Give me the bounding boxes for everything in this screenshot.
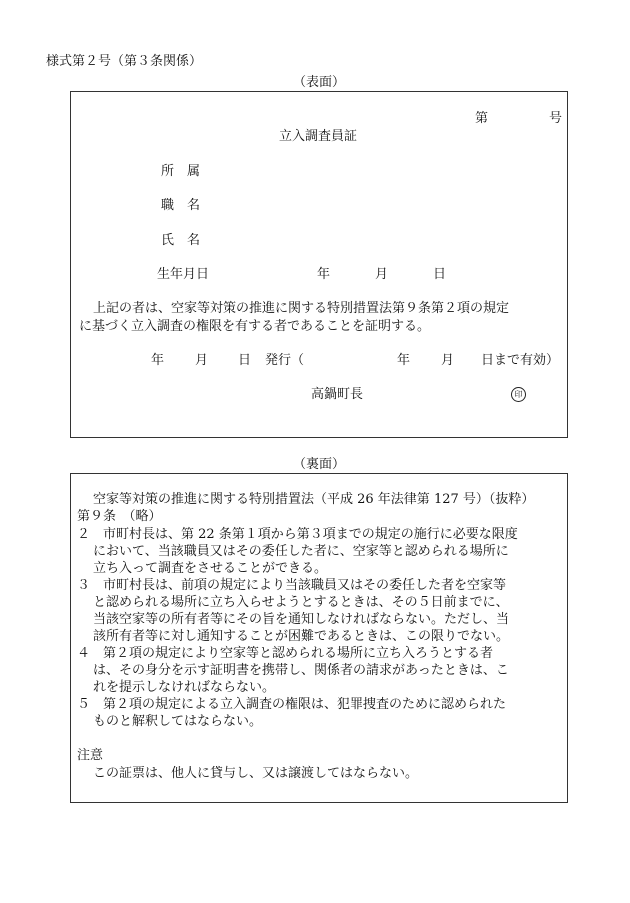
clause-4-line-1: ４ 第２項の規定により空家等と認められる場所に立ち入ろうとする者 <box>77 646 494 661</box>
clause-3-line-1: ３ 市町村長は、前項の規定により当該職員又はその委任した者を空家等 <box>77 578 507 593</box>
form-label: 様式第２号（第３条関係） <box>46 54 203 69</box>
field-affiliation: 所 属 <box>161 164 201 179</box>
clause-3-line-3: 当該空家等の所有者等にその旨を通知しなければならない。ただし、当 <box>93 612 510 627</box>
issuer: 高鍋町長 <box>311 387 364 402</box>
back-card <box>70 473 568 803</box>
valid-month: 月 <box>441 353 455 368</box>
issue-year: 年 <box>151 353 165 368</box>
front-heading: （表面） <box>293 75 346 90</box>
valid-year: 年 <box>397 353 411 368</box>
article-9: 第９条 （略） <box>77 509 162 524</box>
clause-4-line-3: れを提示しなければならない。 <box>93 680 276 695</box>
certify-line-1: 上記の者は、空家等対策の推進に関する特別措置法第９条第２項の規定 <box>93 301 510 316</box>
card-title: 立入調査員証 <box>279 129 358 144</box>
seal-mark <box>511 387 526 402</box>
issue-label: 発行（ <box>265 353 305 368</box>
field-birthdate: 生年月日 <box>157 267 210 282</box>
clause-2-line-3: 立ち入って調査をさせることができる。 <box>93 561 328 576</box>
note-title: 注意 <box>77 748 104 763</box>
issue-month: 月 <box>195 353 209 368</box>
back-heading: （裏面） <box>293 457 346 472</box>
number-dai: 第 <box>475 111 489 126</box>
clause-5-line-2: ものと解釈してはならない。 <box>93 714 263 729</box>
law-title: 空家等対策の推進に関する特別措置法（平成 26 年法律第 127 号）（抜粋） <box>93 492 535 507</box>
clause-3-line-4: 該所有者等に対し通知することが困難であるときは、この限りでない。 <box>93 629 510 644</box>
birth-month: 月 <box>375 267 389 282</box>
clause-5-line-1: ５ 第２項の規定による立入調査の権限は、犯罪捜査のために認められた <box>77 697 507 712</box>
birth-day: 日 <box>433 267 447 282</box>
seal-icon: 印 <box>511 387 526 402</box>
field-position: 職 名 <box>161 198 201 213</box>
certify-line-2: に基づく立入調査の権限を有する者であることを証明する。 <box>79 319 431 334</box>
front-card <box>70 91 568 438</box>
clause-4-line-2: は、その身分を示す証明書を携帯し、関係者の請求があったときは、こ <box>93 663 509 678</box>
clause-3-line-2: と認められる場所に立ち入らせようとするときは、その５日前までに、 <box>93 595 509 610</box>
clause-2-line-2: において、当該職員又はその委任した者に、空家等と認められる場所に <box>93 544 509 559</box>
birth-year: 年 <box>317 267 331 282</box>
note-text: この証票は、他人に貸与し、又は譲渡してはならない。 <box>93 766 419 781</box>
clause-2-line-1: ２ 市町村長は、第 22 条第１項から第３項までの規定の施行に必要な限度 <box>77 527 518 542</box>
field-name: 氏 名 <box>161 233 201 248</box>
number-go: 号 <box>549 111 563 126</box>
valid-until: 日まで有効） <box>481 353 560 368</box>
issue-day: 日 <box>238 353 252 368</box>
